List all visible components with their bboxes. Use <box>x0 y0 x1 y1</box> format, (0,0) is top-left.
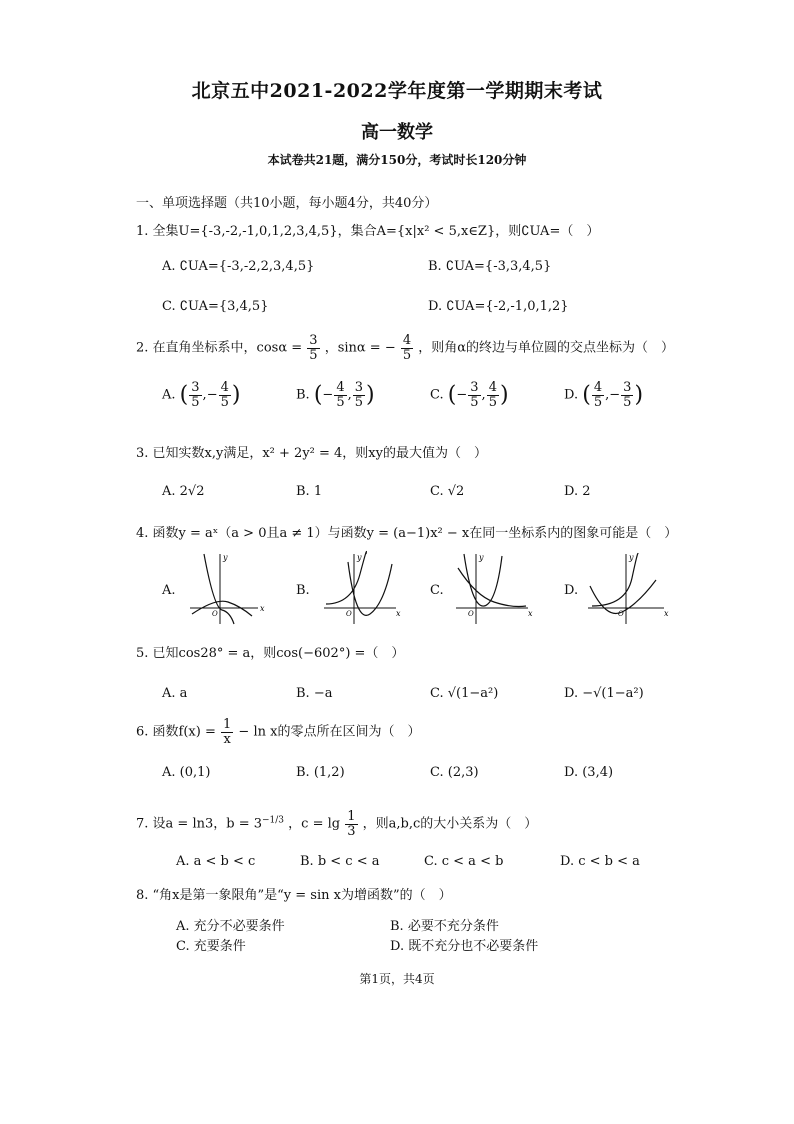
paren-close: ) <box>634 382 644 408</box>
question-7-stem-pre: 7. 设a = ln3，b = 3 <box>136 816 262 832</box>
question-6-option-b: B. (1,2) <box>296 765 345 780</box>
question-6-option-d: D. (3,4) <box>564 765 614 780</box>
option-label: D. <box>564 387 579 403</box>
question-6-frac <box>221 718 233 746</box>
option-label: A. <box>162 387 176 403</box>
question-3-option-b: B. 1 <box>296 484 323 499</box>
option-frac-1 <box>334 381 346 409</box>
question-7-option-c: C. c < a < b <box>424 854 504 869</box>
sign: − <box>456 387 468 403</box>
y-axis-label: y <box>629 553 634 562</box>
origin-label: O <box>618 610 624 618</box>
question-2-stem-pre: 2. 在直角坐标系中，cosα = <box>136 340 303 356</box>
question-6-stem <box>136 718 420 746</box>
fraction-numerator: 4 <box>593 380 603 395</box>
question-6-option-c: C. (2,3) <box>430 765 479 780</box>
fraction-numerator: 4 <box>402 333 412 348</box>
question-5-option-d: D. −√(1−a²) <box>564 686 644 701</box>
question-2-stem-mid: ，sinα = − <box>324 340 396 356</box>
fraction-numerator: 3 <box>623 380 632 395</box>
curve-exponential <box>458 568 526 607</box>
graph-d <box>586 550 670 626</box>
graph-c <box>454 550 534 626</box>
question-4-option-c: C. <box>430 583 444 598</box>
fraction-numerator: 1 <box>347 809 356 824</box>
fraction-denominator: 5 <box>354 394 364 410</box>
graph-d-svg <box>586 550 670 626</box>
option-frac-1 <box>468 381 480 409</box>
question-2-stem <box>136 334 674 362</box>
question-8-option-b: B. 必要不充分条件 <box>390 919 499 934</box>
y-axis-label: y <box>479 553 484 562</box>
question-1-option-b: B. ∁UA={-3,3,4,5} <box>428 259 552 274</box>
paren-close: ) <box>499 382 509 408</box>
curve-exponential <box>192 601 252 616</box>
option-frac-2 <box>353 381 365 409</box>
x-axis-label: x <box>528 609 533 618</box>
paren-open: ( <box>179 382 189 408</box>
origin-label: O <box>346 610 352 618</box>
graph-b-svg <box>322 550 402 626</box>
option-frac-1 <box>592 381 604 409</box>
curve-parabola <box>204 554 234 624</box>
option-frac-2 <box>487 381 499 409</box>
question-3-option-a: A. 2√2 <box>162 484 205 499</box>
question-6-stem-pre: 6. 函数f(x) = <box>136 724 216 740</box>
fraction-numerator: 4 <box>488 380 497 395</box>
question-6-option-a: A. (0,1) <box>162 765 211 780</box>
graph-a-svg <box>188 550 264 626</box>
fraction-denominator: 5 <box>309 347 318 363</box>
question-8-stem: 8. “角x是第一象限角”是“y = sin x为增函数”的（ ） <box>136 888 452 903</box>
fraction-numerator: 1 <box>223 717 232 732</box>
paren-open: ( <box>313 382 323 408</box>
fraction-denominator: 5 <box>191 394 200 410</box>
sign: − <box>206 387 218 403</box>
fraction-denominator: 3 <box>347 823 356 839</box>
fraction-numerator: 3 <box>354 380 364 395</box>
x-axis-label: x <box>664 609 669 618</box>
fraction-numerator: 3 <box>309 333 318 348</box>
exam-instructions: 本试卷共21题，满分150分，考试时长120分钟 <box>267 153 527 167</box>
fraction-denominator: 5 <box>488 394 497 410</box>
paren-close: ) <box>231 382 241 408</box>
question-4-option-a: A. <box>162 583 176 598</box>
sign: − <box>609 387 621 403</box>
question-7-stem-mid: ，c = lg <box>288 816 341 832</box>
sign: − <box>322 387 334 403</box>
question-7-exponent: −1/3 <box>262 815 285 826</box>
question-2-stem-post: ，则角α的终边与单位圆的交点坐标为（ ） <box>418 340 675 356</box>
question-2-option-c: C. (− $\frac{3}{5}$ , $\frac{4}{5}$ ) <box>430 380 509 410</box>
question-1-option-c: C. ∁UA={3,4,5} <box>162 299 269 314</box>
question-1-stem: 1. 全集U={-3,-2,-1,0,1,2,3,4,5}，集合A={x|x² < 5,x∈Z}，则∁UA=（ ） <box>136 224 600 239</box>
question-5-option-b: B. −a <box>296 686 333 701</box>
fraction-denominator: 5 <box>470 394 479 410</box>
graph-c-svg <box>454 550 534 626</box>
question-2-option-a: A. ( $\frac{3}{5}$ ,− $\frac{4}{5}$ ) <box>162 380 241 410</box>
question-7-stem <box>136 810 537 838</box>
page-footer: 第1页，共4页 <box>359 972 435 986</box>
question-8-option-a: A. 充分不必要条件 <box>176 919 285 934</box>
question-7-option-b: B. b < c < a <box>300 854 380 869</box>
y-axis-label: y <box>357 553 362 562</box>
question-7-option-d: D. c < b < a <box>560 854 640 869</box>
exam-subject: 高一数学 <box>361 122 433 143</box>
question-6-stem-post: − ln x的零点所在区间为（ ） <box>238 724 421 740</box>
x-axis-label: x <box>260 604 265 613</box>
option-frac-2 <box>621 381 633 409</box>
question-3-stem: 3. 已知实数x,y满足，x² + 2y² = 4，则xy的最大值为（ ） <box>136 446 487 461</box>
fraction-denominator: 5 <box>220 394 229 410</box>
question-8-option-d: D. 既不充分也不必要条件 <box>390 939 539 954</box>
y-axis-label: y <box>223 553 228 562</box>
question-2-frac-sin <box>401 334 413 362</box>
question-4-stem: 4. 函数y = aˣ（a > 0且a ≠ 1）与函数y = (a−1)x² − x在同一坐标系内的图象可能是（ ） <box>136 526 678 541</box>
fraction-numerator: 3 <box>470 380 479 395</box>
question-4-option-d: D. <box>564 583 579 598</box>
question-7-stem-post: ，则a,b,c的大小关系为（ ） <box>362 816 538 832</box>
question-5-stem: 5. 已知cos28° = a，则cos(−602°) =（ ） <box>136 646 405 661</box>
question-2-option-b: B. (− $\frac{4}{5}$ , $\frac{3}{5}$ ) <box>296 380 375 410</box>
exam-title: 北京五中2021-2022学年度第一学期期末考试 <box>191 80 603 102</box>
fraction-numerator: 4 <box>220 380 229 395</box>
option-label: B. <box>296 387 310 403</box>
question-2-option-d: D. ( $\frac{4}{5}$ ,− $\frac{3}{5}$ ) <box>564 380 644 410</box>
question-1-option-d: D. ∁UA={-2,-1,0,1,2} <box>428 299 569 314</box>
question-7-frac <box>345 810 357 838</box>
fraction-denominator: 5 <box>623 394 632 410</box>
option-frac-2 <box>219 381 231 409</box>
origin-label: O <box>468 610 474 618</box>
fraction-denominator: x <box>223 731 231 747</box>
section-heading: 一、单项选择题（共10小题，每小题4分，共40分） <box>136 196 438 211</box>
x-axis-label: x <box>396 609 401 618</box>
question-3-option-d: D. 2 <box>564 484 591 499</box>
paren-close: ) <box>366 382 375 408</box>
graph-a <box>188 550 264 626</box>
graph-b <box>322 550 402 626</box>
fraction-numerator: 4 <box>336 380 345 395</box>
question-8-option-c: C. 充要条件 <box>176 939 246 954</box>
fraction-denominator: 5 <box>593 394 603 410</box>
question-5-option-a: A. a <box>162 686 188 701</box>
paren-open: ( <box>582 382 591 408</box>
option-label: C. <box>430 387 444 403</box>
fraction-denominator: 5 <box>336 394 345 410</box>
question-2-frac-cos <box>307 334 319 362</box>
paren-open: ( <box>447 382 457 408</box>
question-1-option-a: A. ∁UA={-3,-2,2,3,4,5} <box>162 259 315 274</box>
fraction-denominator: 5 <box>402 347 412 363</box>
question-7-option-a: A. a < b < c <box>176 854 256 869</box>
question-4-option-b: B. <box>296 583 310 598</box>
option-frac-1 <box>189 381 201 409</box>
fraction-numerator: 3 <box>191 380 200 395</box>
origin-label: O <box>212 610 218 618</box>
question-3-option-c: C. √2 <box>430 484 465 499</box>
question-5-option-c: C. √(1−a²) <box>430 686 499 701</box>
